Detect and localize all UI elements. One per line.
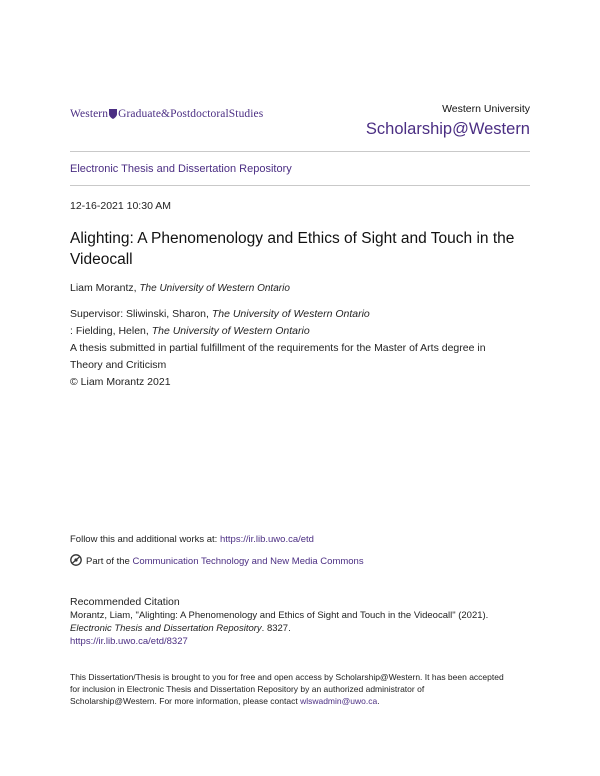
- footer-contact-prefix: Scholarship@Western. For more information, please contact: [70, 696, 298, 706]
- citation-heading: Recommended Citation: [70, 596, 180, 608]
- gps-wordmark: Graduate&PostdoctoralStudies: [118, 108, 264, 120]
- supervisor-2-affiliation: The University of Western Ontario: [151, 325, 310, 337]
- footer-line-2: for inclusion in Electronic Thesis and Dissertation Repository by an authorized administrator of: [70, 684, 425, 694]
- institution-name: Western University: [442, 103, 530, 115]
- author-name: Liam Morantz,: [70, 282, 137, 294]
- citation-link[interactable]: https://ir.lib.uwo.ca/etd/8327: [70, 636, 188, 647]
- western-gps-logo: [70, 108, 263, 122]
- copyright-line: © Liam Morantz 2021: [70, 376, 171, 388]
- supervisor-2-name: : Fielding, Helen,: [70, 325, 149, 337]
- etd-link[interactable]: https://ir.lib.uwo.ca/etd: [219, 534, 314, 545]
- citation-number: . 8327.: [261, 623, 291, 634]
- footer-line-3: [70, 695, 540, 707]
- citation-body: [70, 609, 540, 648]
- part-of-prefix: Part of the: [86, 556, 130, 567]
- commons-link[interactable]: Communication Technology and New Media Commons: [132, 556, 364, 567]
- commons-network-icon: [70, 554, 82, 569]
- divider-bottom: [70, 185, 530, 186]
- scholarship-brand[interactable]: Scholarship@Western: [365, 120, 530, 138]
- supervisor-1-affiliation: The University of Western Ontario: [211, 308, 370, 320]
- follow-line: [70, 534, 314, 545]
- part-of-line: [70, 554, 364, 569]
- access-footer: [70, 671, 540, 707]
- defense-datetime: 12-16-2021 10:30 AM: [70, 200, 171, 212]
- thesis-statement-1: A thesis submitted in partial fulfillment of the requirements for the Master of Arts degree in: [70, 342, 486, 354]
- shield-icon: [109, 109, 117, 122]
- supervisor-line-2: [70, 323, 530, 340]
- footer-period: .: [377, 696, 380, 706]
- supervisor-block: [70, 306, 530, 391]
- author-line: [70, 282, 290, 294]
- thesis-title: Alighting: A Phenomenology and Ethics of Sight and Touch in the Videocall: [70, 230, 515, 268]
- follow-prefix: Follow this and additional works at:: [70, 534, 218, 545]
- footer-line-1: This Dissertation/Thesis is brought to you for free and open access by Scholarship@Western. It has been accepted: [70, 672, 504, 682]
- thesis-statement-2: Theory and Criticism: [70, 359, 167, 371]
- supervisor-1-name: Supervisor: Sliwinski, Sharon,: [70, 308, 209, 320]
- citation-line-2: [70, 622, 540, 635]
- citation-repository: Electronic Thesis and Dissertation Repository: [70, 623, 262, 634]
- western-wordmark: Western: [70, 108, 109, 120]
- divider-top: [70, 151, 530, 152]
- contact-email-link[interactable]: wlswadmin@uwo.ca: [300, 696, 378, 706]
- citation-line-1: Morantz, Liam, "Alighting: A Phenomenology and Ethics of Sight and Touch in the Videocall" (2021).: [70, 610, 489, 621]
- author-affiliation: The University of Western Ontario: [139, 283, 290, 294]
- supervisor-line-1: [70, 306, 530, 323]
- repository-link[interactable]: Electronic Thesis and Dissertation Repository: [70, 163, 292, 175]
